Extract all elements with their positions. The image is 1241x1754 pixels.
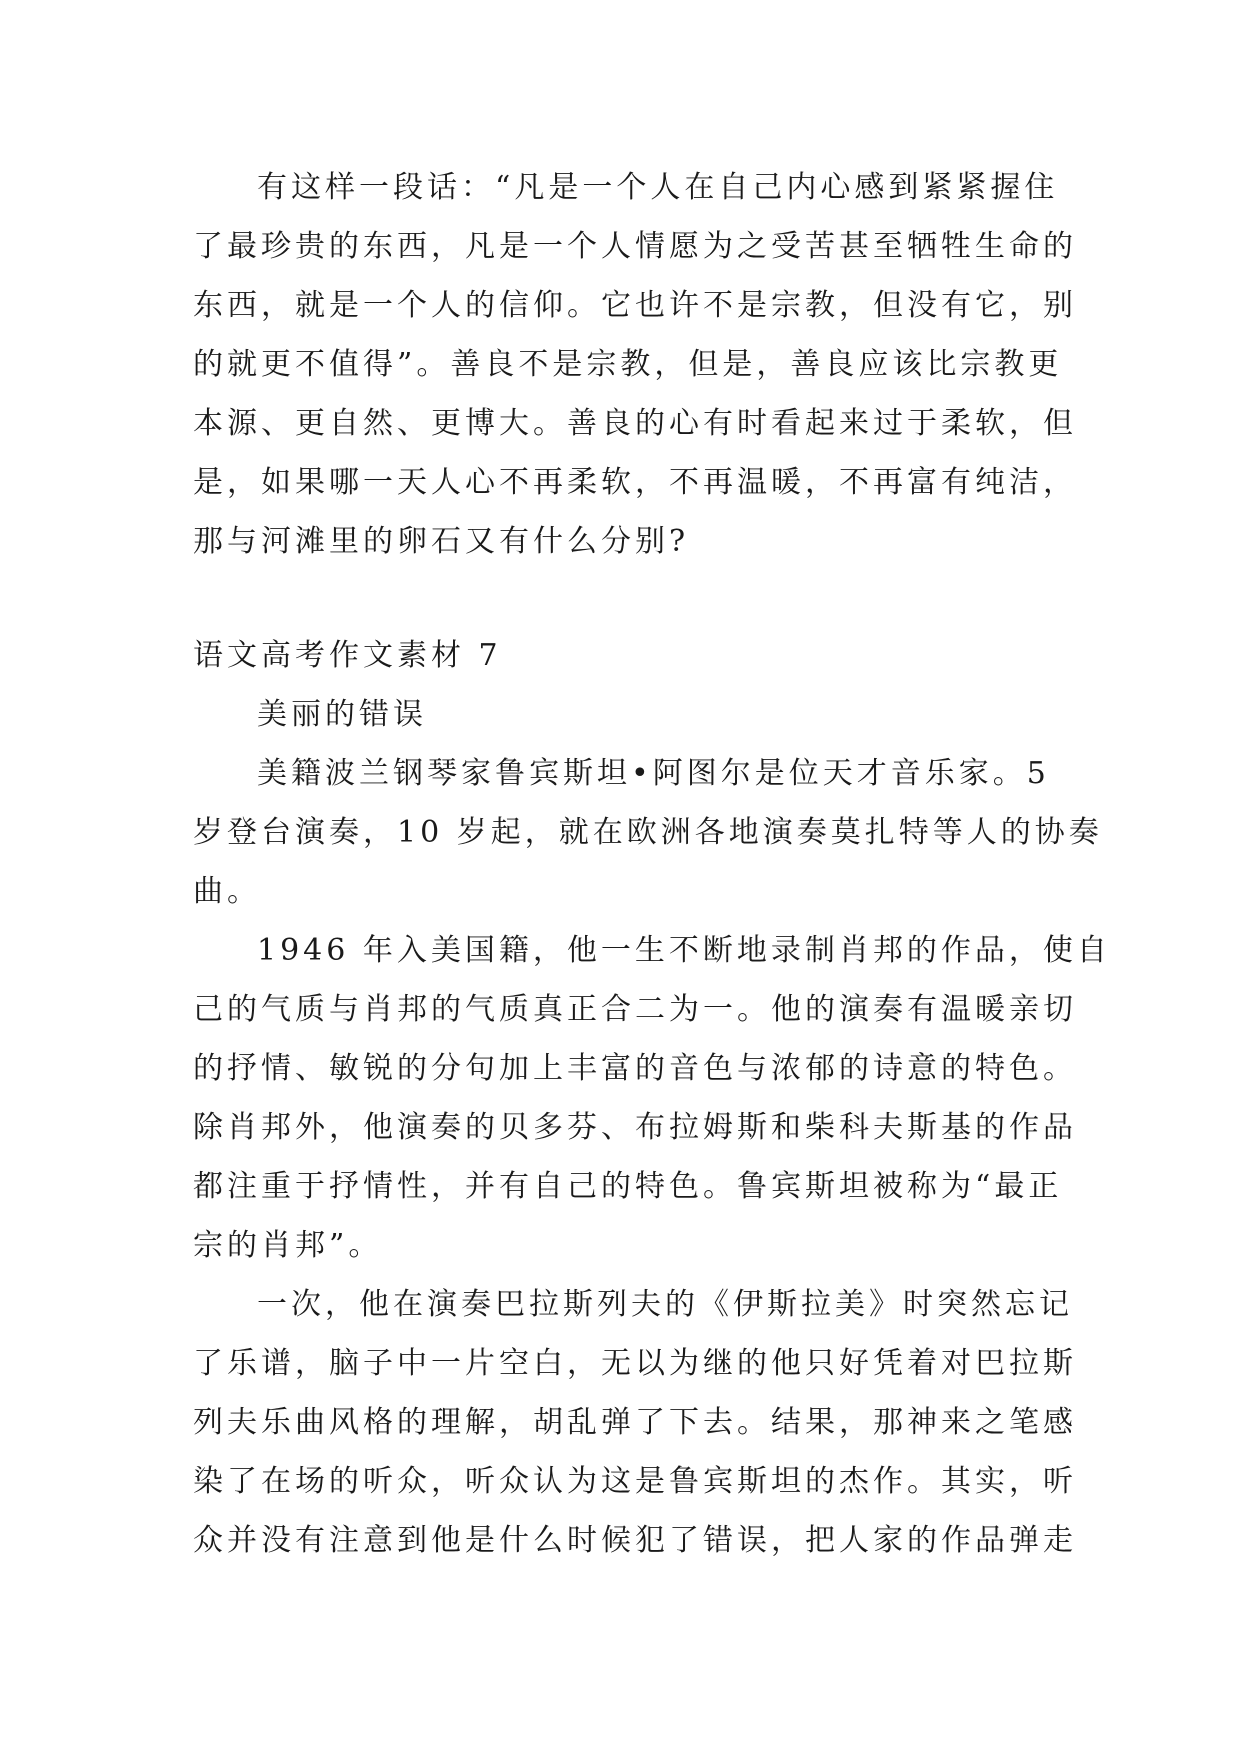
- text-line: 了乐谱，脑子中一片空白，无以为继的他只好凭着对巴拉斯: [193, 1346, 1077, 1381]
- text-line: 1946 年入美国籍，他一生不断地录制肖邦的作品，使自: [257, 933, 1111, 968]
- text-line: 了最珍贵的东西，凡是一个人情愿为之受苦甚至牺牲生命的: [193, 229, 1077, 264]
- text-line: 众并没有注意到他是什么时候犯了错误，把人家的作品弹走: [193, 1523, 1077, 1558]
- text-line: 那与河滩里的卵石又有什么分别?: [193, 524, 690, 559]
- passage-beautiful-mistake: [193, 626, 1111, 1570]
- text-line: 都注重于抒情性，并有自己的特色。鲁宾斯坦被称为“最正: [193, 1169, 1063, 1204]
- text-line: 列夫乐曲风格的理解，胡乱弹了下去。结果，那神来之笔感: [193, 1405, 1077, 1440]
- section-heading: 语文高考作文素材 7: [193, 638, 502, 673]
- text-line: 的就更不值得”。善良不是宗教，但是，善良应该比宗教更: [193, 347, 1063, 382]
- text-line: 本源、更自然、更博大。善良的心有时看起来过于柔软，但: [193, 406, 1077, 441]
- text-line: 的抒情、敏锐的分句加上丰富的音色与浓郁的诗意的特色。: [193, 1051, 1077, 1086]
- text-line: 有这样一段话：“凡是一个人在自己内心感到紧紧握住: [257, 170, 1059, 205]
- text-line: 除肖邦外，他演奏的贝多芬、布拉姆斯和柴科夫斯基的作品: [193, 1110, 1077, 1145]
- text-line: 一次，他在演奏巴拉斯列夫的《伊斯拉美》时突然忘记: [257, 1287, 1073, 1322]
- text-line: 宗的肖邦”。: [193, 1228, 383, 1263]
- text-line: 岁登台演奏，10 岁起，就在欧洲各地演奏莫扎特等人的协奏: [193, 815, 1103, 850]
- text-line: 东西，就是一个人的信仰。它也许不是宗教，但没有它，别: [193, 288, 1077, 323]
- text-line: 染了在场的听众，听众认为这是鲁宾斯坦的杰作。其实，听: [193, 1464, 1077, 1499]
- text-line: 美籍波兰钢琴家鲁宾斯坦•阿图尔是位天才音乐家。5: [257, 756, 1050, 791]
- text-line: 曲。: [193, 874, 261, 909]
- text-line: 是，如果哪一天人心不再柔软，不再温暖，不再富有纯洁，: [193, 465, 1077, 500]
- passage-faith-kindness: [193, 158, 1077, 571]
- section-subtitle: 美丽的错误: [257, 697, 427, 732]
- text-line: 己的气质与肖邦的气质真正合二为一。他的演奏有温暖亲切: [193, 992, 1077, 1027]
